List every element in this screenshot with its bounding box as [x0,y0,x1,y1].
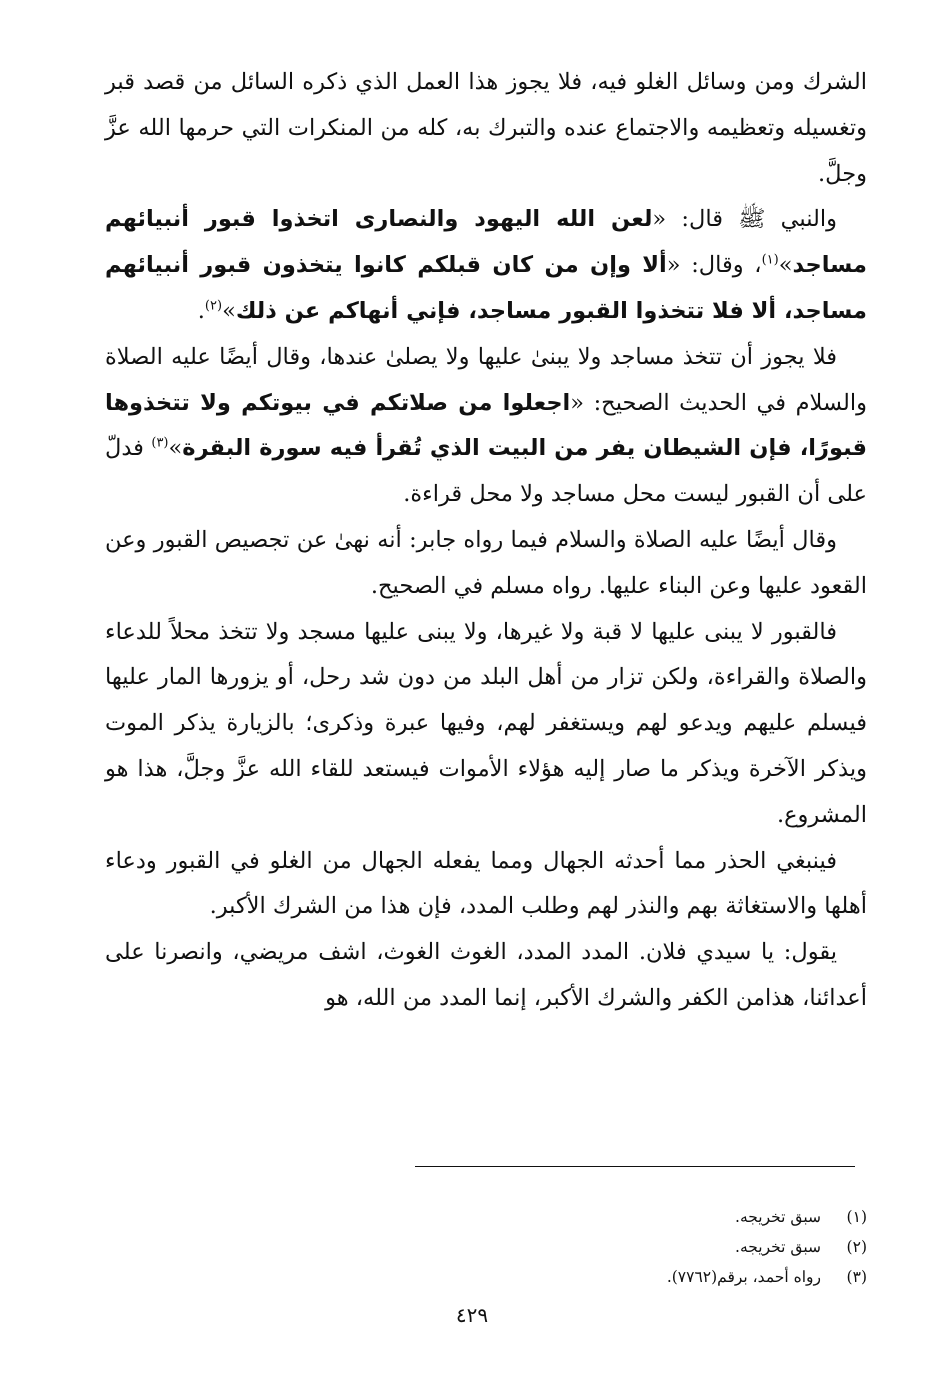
footnotes [300,1202,867,1292]
text-run: والنبي ﷺ قال: « [652,206,837,233]
footnote-number: (٢) [846,1238,867,1256]
text-run: ، وقال: « [666,252,762,279]
hadith-quote: اجعلوا من صلاتكم في بيوتكم ولا تتخذوها قبورًا، فإن الشيطان يفر من البيت الذي تُقرأ فيه سورة البقرة [105,389,867,462]
footnote-text: رواه أحمد، برقم(٧٧٦٢). [666,1268,821,1286]
footnote [300,1262,867,1292]
paragraph [105,610,867,839]
text-run: فالقبور لا يبنى عليها لا قبة ولا غيرها، ولا يبنى عليها مسجد ولا تتخذ محلاً للدعاء والصلاة والقراءة، ولكن تزار من أهل البلد من دون شد رحل، أو يزورها المار عليها فيسلم عليهم ويدعو لهم ويستغفر لهم، وفيها عبرة وذكرى؛ بالزيارة يذكر الموت ويذكر الآخرة ويذكر ما صار إليه هؤلاء الأموات فيستعد للقاء الله عزَّ وجلَّ، هذا هو المشروع. [105,618,867,828]
text-run: . [197,297,205,324]
paragraph [105,335,867,518]
footnote-number: (١) [846,1208,867,1226]
hadith-quote: ألا وإن من كان قبلكم كانوا يتخذون قبور أنبيائهم مساجد، ألا فلا تتخذوا القبور مساجد، فإني أنهاكم عن ذلك [105,252,867,324]
footnote-divider [415,1166,855,1167]
paragraph [105,197,867,334]
paragraph [105,930,867,1022]
footnote [300,1202,867,1232]
page-number: ٤٢٩ [455,1303,489,1327]
paragraph [105,60,867,197]
text-run: » [168,435,183,462]
text-run: وقال أيضًا عليه الصلاة والسلام فيما رواه جابر: أنه نهىٰ عن تجصيص القبور وعن القعود عليها وعن البناء عليها. رواه مسلم في الصحيح. [105,526,867,599]
footnote-ref: (٣) [151,435,169,451]
footnote-ref: (١) [761,252,779,268]
footnote-text: سبق تخريجه. [735,1238,821,1256]
footnote [300,1232,867,1262]
text-run: يقول: يا سيدي فلان. المدد المدد، الغوث الغوث، اشف مريضي، وانصرنا على أعدائنا، هذامن الكفر والشرك الأكبر، إنما المدد من الله، هو [105,939,867,1011]
main-text [105,60,867,1022]
text-run: فدلّ على أن القبور ليست محل مساجد ولا محل قراءة. [105,435,867,508]
text-run: » [222,297,236,324]
text-run: فينبغي الحذر مما أحدثه الجهال ومما يفعله الجهال من الغلو في القبور ودعاء أهلها والاستغاثة بهم والنذر لهم وطلب المدد، فإن هذا من الشرك الأكبر. [105,847,867,920]
text-run: الشرك ومن وسائل الغلو فيه، فلا يجوز هذا العمل الذي ذكره السائل من قصد قبر وتغسيله وتعظيمه والاجتماع عنده والتبرك به، كله من المنكرات التي حرمها الله عزَّ وجلَّ. [105,69,867,187]
footnote-number: (٣) [846,1268,867,1286]
text-run: » [778,252,793,279]
text-run: فلا يجوز أن تتخذ مساجد ولا يبنىٰ عليها ولا يصلىٰ عندها، وقال أيضًا عليه الصلاة والسلام في الحديث الصحيح: « [105,343,867,416]
hadith-quote: لعن الله اليهود والنصارى اتخذوا قبور أنبيائهم مساجد [105,206,867,279]
footnote-ref: (٢) [204,298,223,314]
paragraph [105,839,867,931]
paragraph [105,518,867,610]
footnote-text: سبق تخريجه. [735,1208,821,1226]
